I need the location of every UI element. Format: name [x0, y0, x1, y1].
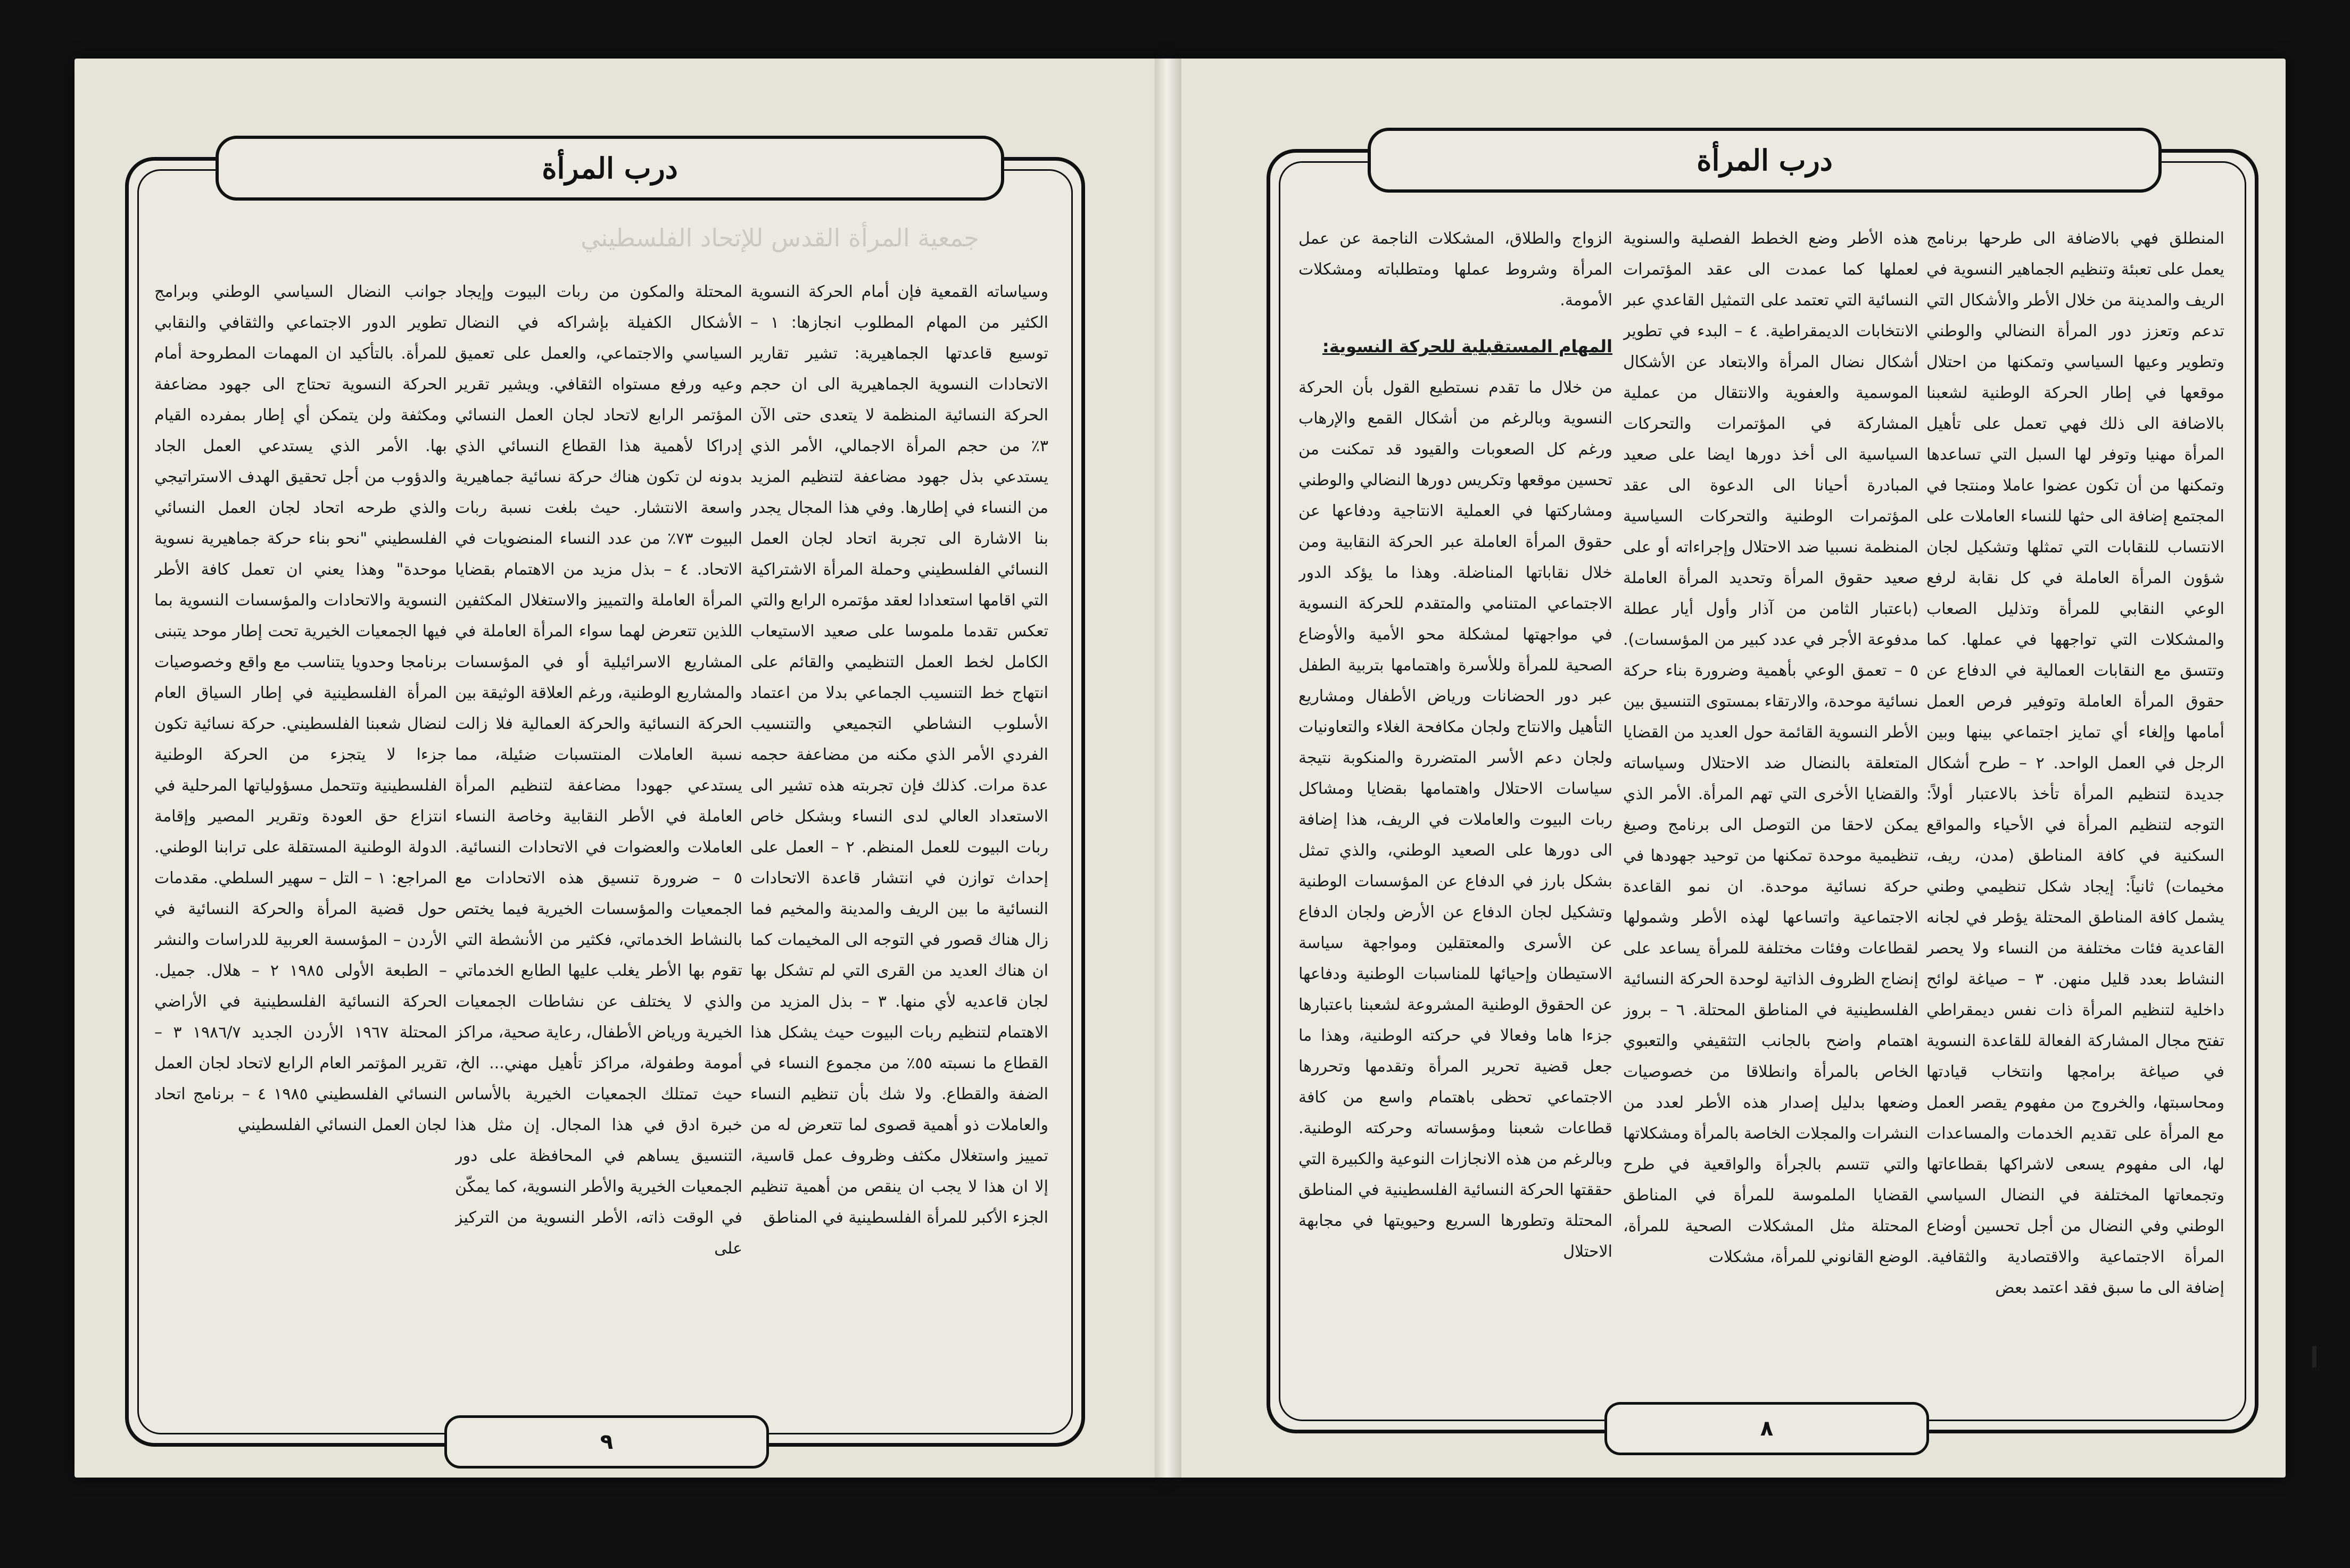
left-page-header: درب المرأة	[216, 136, 1004, 201]
left-column-2: المحتلة والمكون من ربات البيوت وإيجاد الأشكال الكفيلة بإشراكه في النضال السياسي والاجتماعي، والعمل على تعميق وعيه ورفع مستواه الثقافي. ويشير تقرير المؤتمر الرابع لاتحاد لجان العمل النسائي إدراكا لأهمية هذا القطاع النسائي الذي بدونه لن تكون هناك حركة نسائية جماهيرية واسعة الانتشار. حيث بلغت نسبة ربات البيوت ٧٣٪ من عدد النساء المنضويات في الاتحاد. ٤ – بذل مزيد من الاهتمام بقضايا المرأة العاملة والتمييز والاستغلال المكثفين اللذين تتعرض لهما سواء المرأة العاملة في المشاريع الاسرائيلية أو في المؤسسات والمشاريع الوطنية، ورغم العلاقة الوثيقة بين الحركة النسائية والحركة العمالية فلا زالت نسبة العاملات المنتسبات ضئيلة، مما يستدعي جهودا مضاعفة لتنظيم المرأة العاملة في الأطر النقابية وخاصة النساء العاملات والعضوات في الاتحادات النسائية. ٥ – ضرورة تنسيق هذه الاتحادات مع الجمعيات والمؤسسات الخيرية فيما يختص بالنشاط الخدماتي، فكثير من الأنشطة التي تقوم بها الأطر يغلب عليها الطابع الخدماتي والذي لا يختلف عن نشاطات الجمعيات الخيرية ورياض الأطفال، رعاية صحية، مراكز أمومة وطفولة، مراكز تأهيل مهني... الخ، حيث تمتلك الجمعيات الخيرية بالأساس خبرة ادق في هذا المجال. إن مثل هذا التنسيق يساهم في المحافظة على دور الجمعيات الخيرية والأطر النسوية، كما يمكّن في الوقت ذاته، الأطر النسوية من التركيز على	[455, 283, 742, 1258]
right-column-3	[1298, 223, 1612, 1378]
right-column-1: المنطلق فهي بالاضافة الى طرحها برنامج يعمل على تعبئة وتنظيم الجماهير النسوية في الريف والمدينة من خلال الأطر والأشكال التي تدعم وتعزز دور المرأة النضالي والوطني وتطوير وعيها السياسي وتمكنها من احتلال موقعها في إطار الحركة الوطنية لشعبنا بالاضافة الى ذلك فهي تعمل على تأهيل المرأة مهنيا وتوفر لها السبل التي تساعدها وتمكنها من أن تكون عضوا عاملا ومنتجا في المجتمع إضافة الى حثها للنساء العاملات على الانتساب للنقابات التي تمثلها وتشكيل لجان شؤون المرأة العاملة في كل نقابة لرفع الوعي النقابي للمرأة وتذليل الصعاب والمشكلات التي تواجهها في عملها. كما وتتسق مع النقابات العمالية في الدفاع عن حقوق المرأة العاملة وتوفير فرص العمل أمامها وإلغاء أي تمايز اجتماعي بينها وبين الرجل في العمل الواحد. ٢ – طرح أشكال جديدة لتنظيم المرأة تأخذ بالاعتبار أولاً: التوجه لتنظيم المرأة في الأحياء والمواقع السكنية في كافة المناطق (مدن، ريف، مخيمات) ثانياً: إيجاد شكل تنظيمي وطني يشمل كافة المناطق المحتلة يؤطر في لجانه القاعدية فئات مختلفة من النساء ولا يحصر النشاط بعدد قليل منهن. ٣ – صياغة لوائح داخلية لتنظيم المرأة ذات نفس ديمقراطي تفتح مجال المشاركة الفعالة للقاعدة النسوية في صياغة برامجها وانتخاب قيادتها ومحاسبتها، والخروج من مفهوم يقصر العمل مع المرأة على تقديم الخدمات والمساعدات لها، الى مفهوم يسعى لاشراكها بقطاعاتها وتجمعاتها المختلفة في النضال السياسي الوطني وفي النضال من أجل تحسين أوضاع المرأة الاجتماعية والاقتصادية والثقافية. إضافة الى ما سبق فقد اعتمد بعض	[1926, 229, 2224, 1297]
right-column-3-body: من خلال ما تقدم نستطيع القول بأن الحركة النسوية وبالرغم من أشكال القمع والإرهاب ورغم كل الصعوبات والقيود قد تمكنت من تحسين موقعها وتكريس دورها النضالي والوطني ومشاركتها في العملية الانتاجية ودفاعها عن حقوق المرأة العاملة عبر الحركة النقابية ومن خلال نقاباتها المناضلة. وهذا ما يؤكد الدور الاجتماعي المتنامي والمتقدم للحركة النسوية في مواجهتها لمشكلة محو الأمية والأوضاع الصحية للمرأة وللأسرة واهتمامها بتربية الطفل عبر دور الحضانات ورياض الأطفال ومشاريع التأهيل والانتاج ولجان مكافحة الغلاء والتعاونيات ولجان دعم الأسر المتضررة والمنكوبة نتيجة سياسات الاحتلال واهتمامها بقضايا ومشاكل ربات البيوت والعاملات في الريف، هذا إضافة الى دورها على الصعيد الوطني، والذي تمثل بشكل بارز في الدفاع عن المؤسسات الوطنية وتشكيل لجان الدفاع عن الأرض ولجان الدفاع عن الأسرى والمعتقلين ومواجهة سياسة الاستيطان وإحيائها للمناسبات الوطنية ودفاعها عن الحقوق الوطنية المشروعة لشعبنا باعتبارها جزءا هاما وفعالا في حركته الوطنية، وهذا ما جعل قضية تحرير المرأة وتقدمها وتحررها الاجتماعي تحظى باهتمام واسع من كافة قطاعات شعبنا ومؤسساته وحركته الوطنية. وبالرغم من هذه الانجازات النوعية والكبيرة التي حققتها الحركة النسائية الفلسطينية في المناطق المحتلة وتطورها السريع وحيويتها في مجابهة الاحتلال	[1298, 378, 1612, 1261]
left-column-3: جوانب النضال السياسي الوطني وبرامج تطوير الدور الاجتماعي والثقافي والنقابي للمرأة. بالتأكيد ان المهمات المطروحة أمام الحركة النسوية تحتاج الى جهود مضاعفة ومكثفة ولن يتمكن أي إطار بمفرده القيام بها. الأمر الذي يستدعي العمل الجاد والدؤوب من أجل تحقيق الهدف الاستراتيجي والذي طرحه اتحاد لجان العمل النسائي الفلسطيني "نحو بناء حركة جماهيرية نسوية موحدة" وهذا يعني ان تعمل كافة الأطر النسوية والاتحادات والمؤسسات النسوية بما فيها الجمعيات الخيرية تحت إطار موحد يتبنى برنامجا وحدويا يتناسب مع واقع وخصوصيات المرأة الفلسطينية في إطار السياق العام لنضال شعبنا الفلسطيني. حركة نسائية تكون جزءا لا يتجزء من الحركة الوطنية الفلسطينية وتتحمل مسؤولياتها المرحلية في انتزاع حق العودة وتقرير المصير وإقامة الدولة الوطنية المستقلة على ترابنا الوطني. المراجع: ١ – التل – سهير السلطي. مقدمات حول قضية المرأة والحركة النسائية في الأردن – المؤسسة العربية للدراسات والنشر – الطبعة الأولى ١٩٨٥ ٢ – هلال. جميل. الحركة النسائية الفلسطينية في الأراضي المحتلة ١٩٦٧ الأردن الجديد ١٩٨٦/٧ ٣ – تقرير المؤتمر العام الرابع لاتحاد لجان العمل النسائي الفلسطيني ١٩٨٥ ٤ – برنامج اتحاد لجان العمل النسائي الفلسطيني	[154, 283, 447, 1134]
left-page-number: ٩	[444, 1415, 769, 1469]
left-column-1: وسياساته القمعية فإن أمام الحركة النسوية الكثير من المهام المطلوب انجازها: ١ – توسيع قاعدتها الجماهيرية: تشير تقارير الاتحادات النسوية الجماهيرية الى ان حجم الحركة النسائية المنظمة لا يتعدى حتى الآن ٣٪ من حجم المرأة الاجمالي، الأمر الذي يستدعي بذل جهود مضاعفة لتنظيم المزيد من النساء في إطارها. وفي هذا المجال يجدر بنا الاشارة الى تجربة اتحاد لجان العمل النسائي الفلسطيني وحملة المرأة الاشتراكية التي اقامها استعدادا لعقد مؤتمره الرابع والتي تعكس تقدما ملموسا على صعيد الاستيعاب الكامل لخط العمل التنظيمي والقائم على انتهاج خط التنسيب الجماعي بدلا من اعتماد الأسلوب النشاطي التجميعي والتنسيب الفردي الأمر الذي مكنه من مضاعفة حجمه عدة مرات. كذلك فإن تجربته هذه تشير الى الاستعداد العالي لدى النساء وبشكل خاص ربات البيوت للعمل المنظم. ٢ – العمل على إحداث توازن في انتشار قاعدة الاتحادات النسائية ما بين الريف والمدينة والمخيم فما زال هناك قصور في التوجه الى المخيمات كما ان هناك العديد من القرى التي لم تشكل بها لجان قاعديه لأي منها. ٣ – بذل المزيد من الاهتمام لتنظيم ربات البيوت حيث يشكل هذا القطاع ما نسبته ٥٥٪ من مجموع النساء في الضفة والقطاع. ولا شك بأن تنظيم النساء والعاملات ذو أهمية قصوى لما تتعرض له من تمييز واستغلال مكثف وظروف عمل قاسية، إلا ان هذا لا يجب ان ينقص من أهمية تنظيم الجزء الأكبر للمرأة الفلسطينية في المناطق	[750, 283, 1048, 1227]
right-column-2: هذه الأطر وضع الخطط الفصلية والسنوية لعملها كما عمدت الى عقد المؤتمرات النسائية التي تعتمد على التمثيل القاعدي عبر الانتخابات الديمقراطية. ٤ – البدء في تطوير أشكال نضال المرأة والابتعاد عن الأشكال الموسمية والعفوية والانتقال من عملية المشاركة في المؤتمرات والتحركات السياسية الى أخذ دورها ايضا على صعيد المبادرة أحيانا الى الدعوة الى عقد المؤتمرات الوطنية والتحركات السياسية المنظمة نسبيا ضد الاحتلال وإجراءاته أو على صعيد حقوق المرأة وتحديد المرأة العاملة (باعتبار الثامن من آذار وأول أيار عطلة مدفوعة الأجر في عدد كبير من المؤسسات). ٥ – تعمق الوعي بأهمية وضرورة بناء حركة نسائية موحدة، والارتقاء بمستوى التنسيق بين الأطر النسوية القائمة حول العديد من القضايا المتعلقة بالنضال ضد الاحتلال وسياساته والقضايا الأخرى التي تهم المرأة. الأمر الذي يمكن لاحقا من التوصل الى برنامج وصيغ تنظيمية موحدة تمكنها من توحيد جهودها في حركة نسائية موحدة. ان نمو القاعدة الاجتماعية واتساعها لهذه الأطر وشمولها لقطاعات وفئات مختلفة للمرأة يساعد على إنضاج الظروف الذاتية لوحدة الحركة النسائية الفلسطينية في المناطق المحتلة. ٦ – بروز اهتمام واضح بالجانب التثقيفي والتعبوي الخاص بالمرأة وانطلاقا من خصوصيات وضعها بدليل إصدار هذه الأطر لعدد من النشرات والمجلات الخاصة بالمرأة ومشكلاتها والتي تتسم بالجرأة والواقعية في طرح القضايا الملموسة للمرأة في المناطق المحتلة مثل المشكلات الصحية للمرأة، الوضع القانوني للمرأة، مشكلات	[1623, 229, 1918, 1266]
bleed-through-heading: جمعية المرأة القدس للإتحاد الفلسطيني	[581, 223, 979, 252]
future-tasks-subheading: المهام المستقبلية للحركة النسوية:	[1322, 336, 1612, 356]
right-page-header: درب المرأة	[1368, 128, 2162, 193]
right-column-3-intro: الزواج والطلاق، المشكلات الناجمة عن عمل المرأة وشروط عملها ومتطلباته ومشكلات الأمومة.	[1298, 229, 1612, 310]
right-page-number: ٨	[1604, 1402, 1929, 1455]
page-edge-mark	[2312, 1346, 2316, 1367]
binding-spine	[1155, 59, 1181, 1478]
